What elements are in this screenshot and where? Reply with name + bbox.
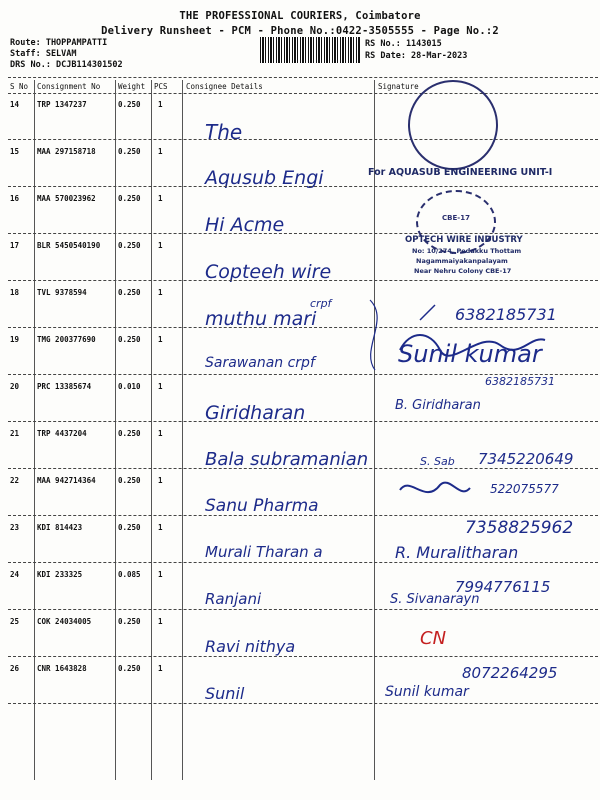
row-consignee-handwritten: Giridharan bbox=[205, 402, 306, 424]
col-consignee: Consignee Details bbox=[186, 82, 263, 91]
row-pcs: 1 bbox=[158, 664, 163, 673]
row-divider bbox=[8, 609, 598, 610]
row-consignment-no: TRP 4437204 bbox=[37, 429, 87, 438]
arrow-stroke bbox=[420, 305, 435, 320]
row-weight: 0.250 bbox=[118, 288, 141, 297]
row-sno: 16 bbox=[10, 194, 20, 203]
row-divider bbox=[8, 139, 598, 140]
row-consignment-no: TVL 9378594 bbox=[37, 288, 87, 297]
scribble-signature bbox=[400, 335, 545, 356]
signature-scribble: Sunil kumar bbox=[398, 340, 542, 368]
col-divider bbox=[34, 80, 35, 780]
phone-note-3: 522075577 bbox=[490, 482, 559, 496]
row-sno: 25 bbox=[10, 617, 20, 626]
table-top-rule bbox=[8, 77, 598, 78]
row-pcs: 1 bbox=[158, 335, 163, 344]
row-divider bbox=[8, 515, 598, 516]
row-weight: 0.250 bbox=[118, 664, 141, 673]
crpf-note: crpf bbox=[310, 297, 332, 310]
row-divider bbox=[8, 656, 598, 657]
row-consignment-no: TRP 1347237 bbox=[37, 100, 87, 109]
col-pcs: PCS bbox=[154, 82, 168, 91]
ss-signature: S. Sab bbox=[420, 455, 455, 468]
row-consignee-handwritten: The bbox=[205, 120, 243, 144]
row-consignment-no: TMG 200377690 bbox=[37, 335, 96, 344]
row-sno: 14 bbox=[10, 100, 20, 109]
row-pcs: 1 bbox=[158, 382, 163, 391]
row-weight: 0.250 bbox=[118, 335, 141, 344]
row-divider bbox=[8, 186, 598, 187]
row-pcs: 1 bbox=[158, 147, 163, 156]
phone-note-6: 8072264295 bbox=[462, 664, 558, 682]
row-divider bbox=[8, 280, 598, 281]
table-header-rule bbox=[8, 93, 598, 94]
row-divider bbox=[8, 233, 598, 234]
phone-note-1: 6382185731 bbox=[455, 305, 557, 324]
sunil-signature: Sunil kumar bbox=[385, 684, 469, 700]
row-divider bbox=[8, 468, 598, 469]
row-pcs: 1 bbox=[158, 194, 163, 203]
row-consignment-no: CNR 1643828 bbox=[37, 664, 87, 673]
row-sno: 18 bbox=[10, 288, 20, 297]
row-consignee-handwritten: Sunil bbox=[205, 684, 245, 703]
row-consignee-handwritten: Copteeh wire bbox=[205, 261, 332, 283]
row-pcs: 1 bbox=[158, 241, 163, 250]
row-pcs: 1 bbox=[158, 429, 163, 438]
phone-note-1-small: 6382185731 bbox=[485, 375, 555, 388]
phone-note-2: 7345220649 bbox=[478, 450, 574, 468]
row-sno: 22 bbox=[10, 476, 20, 485]
cn-mark: CN bbox=[420, 628, 447, 649]
sivan-signature: S. Sivanarayn bbox=[390, 592, 480, 607]
optech-address-1: No: 10/274, Pedakku Thottam bbox=[412, 247, 522, 255]
rs-number: RS No.: 1143015 bbox=[365, 39, 442, 49]
row-weight: 0.250 bbox=[118, 429, 141, 438]
signature-scribble-2 bbox=[395, 470, 475, 510]
row-consignment-no: MAA 942714364 bbox=[37, 476, 96, 485]
row-pcs: 1 bbox=[158, 476, 163, 485]
row-pcs: 1 bbox=[158, 570, 163, 579]
drs-number: DRS No.: DCJB114301502 bbox=[10, 60, 123, 70]
row-weight: 0.250 bbox=[118, 617, 141, 626]
col-divider bbox=[374, 80, 375, 780]
row-sno: 24 bbox=[10, 570, 20, 579]
row-consignment-no: KDI 233325 bbox=[37, 570, 83, 579]
row-sno: 15 bbox=[10, 147, 20, 156]
row-consignment-no: MAA 297158718 bbox=[37, 147, 96, 156]
row-consignee-handwritten: Ravi nithya bbox=[205, 637, 296, 656]
row-sno: 26 bbox=[10, 664, 20, 673]
brace-stroke bbox=[370, 300, 377, 370]
row-consignee-handwritten: Ranjani bbox=[205, 590, 262, 608]
col-divider bbox=[182, 80, 183, 780]
optech-address-3: Near Nehru Colony CBE-17 bbox=[414, 267, 512, 275]
aquasub-stamp: For AQUASUB ENGINEERING UNIT-I bbox=[368, 167, 553, 178]
row-weight: 0.250 bbox=[118, 147, 141, 156]
staff-label: Staff: SELVAM bbox=[10, 49, 77, 59]
row-weight: 0.250 bbox=[118, 194, 141, 203]
col-sno: S No bbox=[10, 82, 29, 91]
rs-date: RS Date: 28-Mar-2023 bbox=[365, 51, 468, 61]
row-consignee-handwritten: Murali Tharan a bbox=[205, 543, 323, 561]
col-weight: Weight bbox=[118, 82, 146, 91]
scribble-stroke bbox=[400, 483, 470, 493]
row-sno: 23 bbox=[10, 523, 20, 532]
signature-scribbles bbox=[360, 290, 560, 410]
row-weight: 0.085 bbox=[118, 570, 141, 579]
row-consignment-no: PRC 13385674 bbox=[37, 382, 92, 391]
row-weight: 0.010 bbox=[118, 382, 141, 391]
row-consignee-handwritten: Aqusub Engi bbox=[205, 167, 324, 189]
col-divider bbox=[115, 80, 116, 780]
row-sno: 19 bbox=[10, 335, 20, 344]
runsheet-title: Delivery Runsheet - PCM - Phone No.:0422-3505555 - Page No.:2 bbox=[101, 25, 499, 37]
row-consignee-handwritten: Bala subramanian bbox=[205, 449, 369, 470]
col-divider bbox=[151, 80, 152, 780]
row-consignee-handwritten: muthu mari bbox=[205, 308, 317, 330]
col-consignment: Consignment No bbox=[37, 82, 101, 91]
row-weight: 0.250 bbox=[118, 476, 141, 485]
row-weight: 0.250 bbox=[118, 100, 141, 109]
row-divider bbox=[8, 562, 598, 563]
row-pcs: 1 bbox=[158, 100, 163, 109]
row-pcs: 1 bbox=[158, 523, 163, 532]
stamp-text: CBE-17 bbox=[442, 214, 470, 222]
route-label: Route: THOPPAMPATTI bbox=[10, 38, 108, 48]
row-consignment-no: MAA 570023962 bbox=[37, 194, 96, 203]
row-consignee-handwritten: Sarawanan crpf bbox=[205, 355, 315, 371]
row-weight: 0.250 bbox=[118, 523, 141, 532]
row-weight: 0.250 bbox=[118, 241, 141, 250]
row-consignment-no: COK 24034005 bbox=[37, 617, 92, 626]
giridharan-signature: B. Giridharan bbox=[395, 398, 481, 413]
circular-stamp-seal bbox=[408, 80, 498, 170]
row-divider bbox=[8, 421, 598, 422]
company-title: THE PROFESSIONAL COURIERS, Coimbatore bbox=[179, 10, 421, 22]
row-pcs: 1 bbox=[158, 288, 163, 297]
row-consignee-handwritten: Sanu Pharma bbox=[205, 496, 319, 516]
row-sno: 17 bbox=[10, 241, 20, 250]
row-consignment-no: BLR 5450540190 bbox=[37, 241, 101, 250]
row-divider bbox=[8, 703, 598, 704]
row-sno: 20 bbox=[10, 382, 20, 391]
row-sno: 21 bbox=[10, 429, 20, 438]
row-consignee-handwritten: Hi Acme bbox=[205, 214, 285, 236]
optech-stamp: OPTECH WIRE INDUSTRY bbox=[405, 235, 523, 245]
row-pcs: 1 bbox=[158, 617, 163, 626]
row-consignment-no: KDI 814423 bbox=[37, 523, 83, 532]
phone-note-5: 7994776115 bbox=[455, 578, 551, 596]
col-signature: Signature bbox=[378, 82, 419, 91]
optech-address-2: Nagammaiyakanpalayam bbox=[416, 257, 508, 265]
murali-signature: R. Muralitharan bbox=[395, 543, 519, 562]
barcode bbox=[260, 37, 360, 63]
phone-note-4: 7358825962 bbox=[465, 518, 574, 538]
